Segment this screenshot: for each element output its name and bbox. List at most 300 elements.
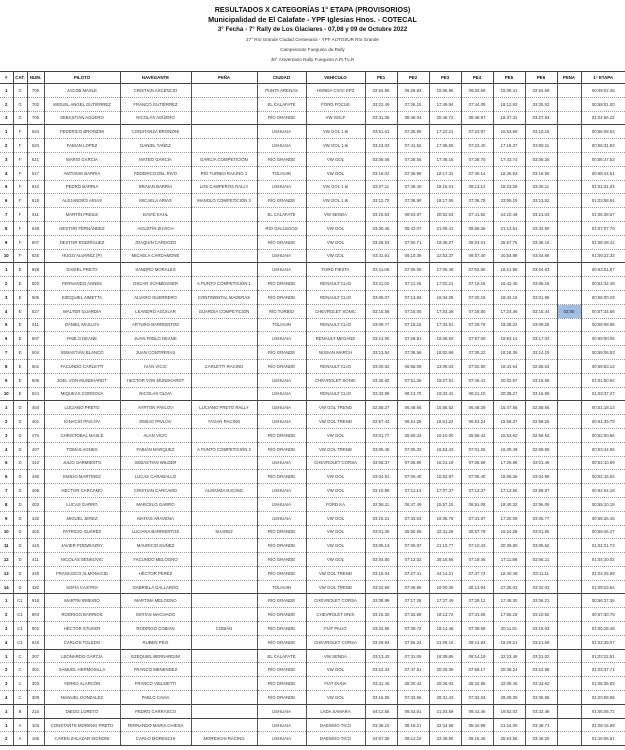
cell-cat: E <box>13 290 27 304</box>
cell-piloto: NICOLÁS SENKOVIC <box>44 553 120 567</box>
cell-pe1: 03:36.10 <box>365 718 397 732</box>
cell-pena <box>557 194 581 208</box>
cell-ciudad: USHUAIA <box>257 497 306 511</box>
cell-navegante: CONSTANZA BRONZINI <box>120 125 191 139</box>
cell-pena <box>557 732 581 746</box>
cell-pe3: 15:56.52 <box>429 401 461 415</box>
cell-cat: F <box>13 249 27 263</box>
cell-pe2: 09:12.10 <box>397 732 429 746</box>
cell-pe3: 18:17.55 <box>429 194 461 208</box>
cell-pos: 7 <box>0 346 13 360</box>
cell-pe6: 03:27.83 <box>525 111 557 125</box>
cell-pena-team <box>191 456 257 470</box>
cell-pe6: 03:16.65 <box>525 166 557 180</box>
cell-vehiculo: RENAULT CLIO <box>306 359 365 373</box>
cell-pe2: 06:48.65 <box>397 401 429 415</box>
cell-pe3: 16:10.00 <box>429 428 461 442</box>
cell-pe5: 19:22.29 <box>493 180 525 194</box>
cell-vehiculo: VW GOL <box>306 235 365 249</box>
cell-pena <box>557 97 581 111</box>
cell-pe4: 07:20.19 <box>461 290 493 304</box>
cell-pena-team <box>191 677 257 691</box>
cell-piloto: MANUEL GONZALEZ <box>44 691 120 705</box>
cell-pe1: 03:16.02 <box>365 166 397 180</box>
cell-pe1: 03:41.61 <box>365 249 397 263</box>
cell-total: 01:06:35.83 <box>581 677 625 691</box>
cell-piloto: WALTER GUARDIA <box>44 304 120 318</box>
cell-pe4: 07:36.78 <box>461 194 493 208</box>
table-row <box>0 677 625 691</box>
cell-ciudad: RÍO GRANDE <box>257 525 306 539</box>
cell-num: 638 <box>27 221 44 235</box>
cell-piloto: LUCIANO PRETO <box>44 401 120 415</box>
cell-ciudad: USHUAIA <box>257 484 306 498</box>
cell-navegante: FRANCO MENENDEZ <box>120 663 191 677</box>
cell-pe6: 03:09.11 <box>525 139 557 153</box>
cell-navegante: RODRIGO COBIÁN <box>120 622 191 636</box>
cell-vehiculo: CHEVROLET CORSA <box>306 594 365 608</box>
cell-pe3: 19:15.01 <box>429 180 461 194</box>
cell-cat: F <box>13 221 27 235</box>
cell-pe5: 22:08.46 <box>493 677 525 691</box>
cell-vehiculo: FORD FOCUS <box>306 97 365 111</box>
cell-pe6: 03:13.52 <box>525 194 557 208</box>
cell-pe5: 15:53.62 <box>493 428 525 442</box>
cell-pena-team <box>191 511 257 525</box>
cell-ciudad: USHUAIA <box>257 373 306 387</box>
cell-pos: 5 <box>0 318 13 332</box>
table-row <box>0 566 625 580</box>
cell-pe2: 08:43.61 <box>397 704 429 718</box>
cell-vehiculo: CHEVROLET ONIX <box>306 608 365 622</box>
cell-num: 432 <box>27 511 44 525</box>
cell-pe3: 19:00.30 <box>429 580 461 594</box>
cell-total: 01:03:37.71 <box>581 663 625 677</box>
cell-cat: D <box>13 415 27 429</box>
column-header-pena-team: PEÑA <box>191 72 257 84</box>
cell-pe1: 03:22.69 <box>365 580 397 594</box>
table-row <box>0 180 625 194</box>
table-row <box>0 511 625 525</box>
cell-piloto: SEBASTIÁN BLANCO <box>44 346 120 360</box>
cell-pe2: 07:13.84 <box>397 290 429 304</box>
cell-pe6: 03:21.69 <box>525 635 557 649</box>
cell-pe1: 03:16.30 <box>365 608 397 622</box>
cell-cat: F <box>13 194 27 208</box>
cell-pe4: 07:05.69 <box>461 456 493 470</box>
cell-ciudad: RÍO GRANDE <box>257 235 306 249</box>
cell-pe3: 18:13.72 <box>429 608 461 622</box>
cell-cat: B <box>13 704 27 718</box>
cell-ciudad: TOLHUIN <box>257 318 306 332</box>
cell-piloto: SAMUEL HERMOSILLA <box>44 663 120 677</box>
column-header-total: 1° ETAPA <box>581 72 625 84</box>
cell-ciudad: RÍO GRANDE <box>257 663 306 677</box>
cell-total: 00:55:10.18 <box>581 497 625 511</box>
cell-cat: F <box>13 152 27 166</box>
cell-total: 00:56:00.29 <box>581 290 625 304</box>
cell-piloto: SOFÍA CASTRO <box>44 580 120 594</box>
cell-pe2: 07:48.95 <box>397 580 429 594</box>
cell-pena-team <box>191 208 257 222</box>
cell-pos: 9 <box>0 373 13 387</box>
cell-pos: 9 <box>0 511 13 525</box>
cell-pe4: 07:12.37 <box>461 484 493 498</box>
cell-pena-team <box>191 566 257 580</box>
cell-pena-team <box>191 111 257 125</box>
results-table <box>0 71 625 746</box>
cell-vehiculo: RENAULT CLIO <box>306 277 365 291</box>
cell-pena-team: CONTINENTAL MADERAS <box>191 290 257 304</box>
cell-ciudad: USHUAIA <box>257 249 306 263</box>
cell-cat: F <box>13 208 27 222</box>
cell-navegante: DANIEL YAÑEZ <box>120 139 191 153</box>
table-row <box>0 235 625 249</box>
cell-pena <box>557 566 581 580</box>
table-row <box>0 594 625 608</box>
cell-pena-team: A PUNTO COMPETICIÓN 1 <box>191 277 257 291</box>
cell-pos: 1 <box>0 594 13 608</box>
cell-cat: C1 <box>13 594 27 608</box>
cell-pe1: 03:08.07 <box>365 290 397 304</box>
cell-navegante: AGUSTÍN ZUVICH <box>120 221 191 235</box>
cell-pos: 2 <box>0 277 13 291</box>
table-row <box>0 415 625 429</box>
cell-pe3: 22:31.29 <box>429 525 461 539</box>
cell-pe1: 02:57.42 <box>365 415 397 429</box>
table-row <box>0 649 625 663</box>
cell-cat: D <box>13 401 27 415</box>
cell-vehiculo: VW GOL <box>306 470 365 484</box>
cell-pe3: 18:35.27 <box>429 235 461 249</box>
cell-ciudad: USHUAIA <box>257 125 306 139</box>
cell-pena-team: CARLETTI RACING <box>191 359 257 373</box>
cell-pe6: 03:06.21 <box>525 553 557 567</box>
cell-pe5: 20:38.27 <box>493 387 525 401</box>
column-header-cat: CAT. <box>13 72 27 84</box>
cell-pe2: 07:18.15 <box>397 318 429 332</box>
cell-cat: F <box>13 180 27 194</box>
cell-pena <box>557 125 581 139</box>
cell-vehiculo: VW GOL <box>306 691 365 705</box>
cell-navegante: NICOLAS OLIVA <box>120 387 191 401</box>
cell-cat: E <box>13 277 27 291</box>
cell-piloto: MIQUEAS CORDOVA <box>44 387 120 401</box>
cell-pe4: 08:58.36 <box>461 221 493 235</box>
table-row <box>0 290 625 304</box>
cell-pe1: 03:13.43 <box>365 649 397 663</box>
cell-piloto: EMILIO MARTÍNEZ <box>44 470 120 484</box>
cell-pe3: 16:52.97 <box>429 470 461 484</box>
cell-ciudad: RÍO GRANDE <box>257 152 306 166</box>
cell-pena <box>557 677 581 691</box>
cell-pe5: 17:48.30 <box>493 594 525 608</box>
cell-pe2: 07:05.33 <box>397 442 429 456</box>
cell-pos: 4 <box>0 635 13 649</box>
cell-pe5: 17:11.88 <box>493 553 525 567</box>
cell-pe1: 03:31.46 <box>365 677 397 691</box>
cell-pos: 4 <box>0 166 13 180</box>
table-row <box>0 456 625 470</box>
cell-pe1: 03:01.30 <box>365 525 397 539</box>
cell-pe2: 07:33.66 <box>397 691 429 705</box>
cell-pe1: 04:07.35 <box>365 732 397 746</box>
cell-num: 411 <box>27 553 44 567</box>
cell-pe3: 19:33.41 <box>429 387 461 401</box>
cell-navegante: JUAN PABLO DEANE <box>120 332 191 346</box>
cell-total: 00:56:08.53 <box>581 125 625 139</box>
cell-pe6: 03:19.93 <box>525 622 557 636</box>
cell-cat: A <box>13 732 27 746</box>
cell-num: 634 <box>27 125 44 139</box>
cell-piloto: MARTÍN FREILE <box>44 208 120 222</box>
cell-num: 607 <box>27 235 44 249</box>
table-row <box>0 221 625 235</box>
cell-pe6: 03:25.11 <box>525 180 557 194</box>
cell-total: 01:15:05.61 <box>581 732 625 746</box>
cell-vehiculo: VW GOL TREND <box>306 566 365 580</box>
cell-pe2: 08:13.70 <box>397 387 429 401</box>
cell-pena-team: COBIÁN <box>191 622 257 636</box>
cell-ciudad: RÍO GRANDE <box>257 290 306 304</box>
cell-pe3: 21:09.15 <box>429 635 461 649</box>
cell-pena-team <box>191 691 257 705</box>
cell-piloto: HECTOR CARCAMO <box>44 484 120 498</box>
cell-ciudad: USHUAIA <box>257 415 306 429</box>
column-header-pe2: PE2 <box>397 72 429 84</box>
cell-pe6: 03:32.03 <box>525 580 557 594</box>
cell-pos: 10 <box>0 387 13 401</box>
cell-cat: F <box>13 166 27 180</box>
cell-pe3: 19:27.81 <box>429 373 461 387</box>
cell-pe3: 17:48.15 <box>429 152 461 166</box>
cell-pe5: 18:18.36 <box>493 346 525 360</box>
cell-pena <box>557 580 581 594</box>
cell-pe4: 07:28.75 <box>461 152 493 166</box>
cell-ciudad: PUNTA ARENAS <box>257 84 306 98</box>
cell-pos: 2 <box>0 732 13 746</box>
cell-pena <box>557 691 581 705</box>
cell-pe3: 17:22.21 <box>429 125 461 139</box>
cell-pe1: 02:58.27 <box>365 401 397 415</box>
cell-pos: 11 <box>0 539 13 553</box>
cell-pe6: 03:06.21 <box>525 594 557 608</box>
cell-pe1: 03:05.13 <box>365 539 397 553</box>
cell-pe4: 08:14.19 <box>461 649 493 663</box>
cell-num: 103 <box>27 718 44 732</box>
cell-ciudad: RÍO GRANDE <box>257 346 306 360</box>
cell-num: 611 <box>27 208 44 222</box>
cell-pe6: 03:21.03 <box>525 208 557 222</box>
cell-ciudad: RÍO GRANDE <box>257 635 306 649</box>
cell-piloto: LEONARDO GARCÍA <box>44 649 120 663</box>
cell-pe1: 03:15.58 <box>365 304 397 318</box>
cell-pe6: 03:46.25 <box>525 732 557 746</box>
cell-vehiculo: VW GOL TREND <box>306 580 365 594</box>
cell-navegante: FRANCO GUTIÉRREZ <box>120 97 191 111</box>
cell-pe2: 07:47.61 <box>397 663 429 677</box>
cell-num: 401 <box>27 415 44 429</box>
cell-vehiculo: VW SENDA <box>306 649 365 663</box>
cell-pena-team: GARCÍA COMPETICIÓN <box>191 152 257 166</box>
cell-pena <box>557 166 581 180</box>
cell-pe5: 18:53.14 <box>493 332 525 346</box>
cell-pena <box>557 428 581 442</box>
cell-total: 00:54:15.93 <box>581 470 625 484</box>
cell-pe3: 20:02.63 <box>429 208 461 222</box>
cell-pe2: 06:28.84 <box>397 84 429 98</box>
cell-total: 00:54:32.45 <box>581 277 625 291</box>
cell-pe5: 16:44.64 <box>493 359 525 373</box>
cell-pe1: 03:00.02 <box>365 359 397 373</box>
table-row <box>0 622 625 636</box>
cell-pena <box>557 525 581 539</box>
cell-pe1: 03:06.37 <box>365 456 397 470</box>
cell-cat: F <box>13 125 27 139</box>
cell-pe6: 03:15.44 <box>525 304 557 318</box>
cell-cat: E <box>13 373 27 387</box>
cell-total: 01:06:06.72 <box>581 704 625 718</box>
cell-num: 506 <box>27 290 44 304</box>
cell-ciudad: RÍO GRANDE <box>257 277 306 291</box>
cell-cat: E <box>13 263 27 277</box>
cell-piloto: MARIO GARCÍA <box>44 152 120 166</box>
cell-pe5: 25:53.56 <box>493 732 525 746</box>
cell-pena-team: RÍO TURBIO RACING 1 <box>191 166 257 180</box>
cell-pe2: 07:39.72 <box>397 622 429 636</box>
cell-pena-team <box>191 373 257 387</box>
table-header-row <box>0 72 625 84</box>
cell-cat: F <box>13 235 27 249</box>
cell-pe3: 21:09.41 <box>429 221 461 235</box>
cell-pe6: 03:04.63 <box>525 263 557 277</box>
cell-pe5: 17:24.46 <box>493 304 525 318</box>
cell-pena-team <box>191 235 257 249</box>
cell-navegante: FERNANDO MARIA CHIESA <box>120 718 191 732</box>
cell-pos: 1 <box>0 84 13 98</box>
cell-ciudad: RÍO GRANDE <box>257 691 306 705</box>
cell-pe6: 03:16.90 <box>525 387 557 401</box>
cell-vehiculo: HONDA CIVIC EP3 <box>306 84 365 98</box>
cell-pe5: 29:28.30 <box>493 691 525 705</box>
cell-pe1: 03:22.86 <box>365 622 397 636</box>
cell-pena <box>557 84 581 98</box>
table-row <box>0 84 625 98</box>
cell-pe3: 16:34.08 <box>429 290 461 304</box>
cell-navegante: RUBEN PEIX <box>120 635 191 649</box>
cell-pe6: 03:09.25 <box>525 152 557 166</box>
cell-pe5: 27:26.03 <box>493 580 525 594</box>
cell-navegante: FEDERICO DEL RIVO <box>120 166 191 180</box>
cell-pos: 1 <box>0 649 13 663</box>
cell-pos: 6 <box>0 194 13 208</box>
cell-pe5: 17:43.74 <box>493 152 525 166</box>
cell-pena <box>557 180 581 194</box>
cell-cat: C <box>13 691 27 705</box>
cell-vehiculo: VW GOL <box>306 152 365 166</box>
cell-pe6: 03:25.53 <box>525 97 557 111</box>
cell-pe2: 07:55.24 <box>397 635 429 649</box>
cell-ciudad: USHUAIA <box>257 718 306 732</box>
cell-vehiculo: VW GOL <box>306 484 365 498</box>
cell-piloto: PABLO DEANE <box>44 332 120 346</box>
cell-num: 308 <box>27 691 44 705</box>
cell-pe2: 08:30.42 <box>397 677 429 691</box>
cell-pe1: 03:33.89 <box>365 387 397 401</box>
cell-navegante: BRAIAN BARRIA <box>120 180 191 194</box>
cell-pe6: 03:16.96 <box>525 373 557 387</box>
cell-pe5: 18:40.49 <box>493 566 525 580</box>
cell-pena <box>557 332 581 346</box>
cell-pos: 2 <box>0 415 13 429</box>
column-header-pe6: PE6 <box>525 72 557 84</box>
cell-pe4: 08:22.85 <box>461 677 493 691</box>
cell-pe6: 03:10.15 <box>525 125 557 139</box>
cell-pe3: 15:57.15 <box>429 497 461 511</box>
cell-total: 01:04:10.02 <box>581 553 625 567</box>
table-row <box>0 166 625 180</box>
event-line: 3° Fecha - 7° Rally de Los Glaciares - 07,08 y 09 de Octubre 2022 <box>217 26 408 33</box>
cell-total: 01:03:37.27 <box>581 387 625 401</box>
cell-pe6: 03:01.55 <box>525 525 557 539</box>
cell-pe2: 07:12.02 <box>397 553 429 567</box>
cell-pe3: 16:21.19 <box>429 456 461 470</box>
cell-num: 475 <box>27 428 44 442</box>
cell-total: 00:52:00.66 <box>581 428 625 442</box>
cell-cat: C <box>13 663 27 677</box>
cell-total: 00:57:40.78 <box>581 608 625 622</box>
cell-vehiculo: VW GOL <box>306 166 365 180</box>
cell-pe2: 06:58.09 <box>397 359 429 373</box>
cell-pe4: 06:56.42 <box>461 428 493 442</box>
cell-total: 00:54:10.59 <box>581 456 625 470</box>
cell-pe6: 02:59.87 <box>525 484 557 498</box>
cell-pena <box>557 221 581 235</box>
cell-pe5: 22:23.46 <box>493 649 525 663</box>
cell-pe3: 17:33.81 <box>429 318 461 332</box>
cell-total: 01:00:28.48 <box>581 622 625 636</box>
cell-num: 215 <box>27 704 44 718</box>
cell-pe2: 07:26.15 <box>397 97 429 111</box>
cell-pe3: 16:01.22 <box>429 415 461 429</box>
cell-pena: 02:00 <box>557 304 581 318</box>
cell-piloto: FACUNDO CARLETTI <box>44 359 120 373</box>
cell-pena <box>557 649 581 663</box>
cell-navegante: JUAN CONTRERAS <box>120 346 191 360</box>
cell-pe3: 17:38.50 <box>429 139 461 153</box>
cell-pe5: 20:02.57 <box>493 373 525 387</box>
cell-ciudad: EL CALAFATE <box>257 649 306 663</box>
cell-piloto: YERKO ALARCÓN <box>44 677 120 691</box>
cell-num: 511 <box>27 318 44 332</box>
cell-pos: 14 <box>0 580 13 594</box>
cell-pe6: 02:59.52 <box>525 428 557 442</box>
cell-pe3: 18:39.65 <box>429 649 461 663</box>
column-header-vehiculo: VEHÍCULO <box>306 72 365 84</box>
cell-pe2: 07:51.35 <box>397 373 429 387</box>
cell-piloto: LUCAS GARRO <box>44 497 120 511</box>
cell-pe3: 17:49.94 <box>429 97 461 111</box>
cell-navegante: LUCIANA BARRIENTOS <box>120 525 191 539</box>
cell-pena <box>557 442 581 456</box>
cell-cat: D <box>13 484 27 498</box>
cell-num: 625 <box>27 249 44 263</box>
cell-vehiculo: CHEVROLET CORSA <box>306 456 365 470</box>
cell-total: 00:58:44.61 <box>581 166 625 180</box>
table-row <box>0 401 625 415</box>
cell-pe6: 03:38.71 <box>525 718 557 732</box>
cell-pos: 1 <box>0 704 13 718</box>
